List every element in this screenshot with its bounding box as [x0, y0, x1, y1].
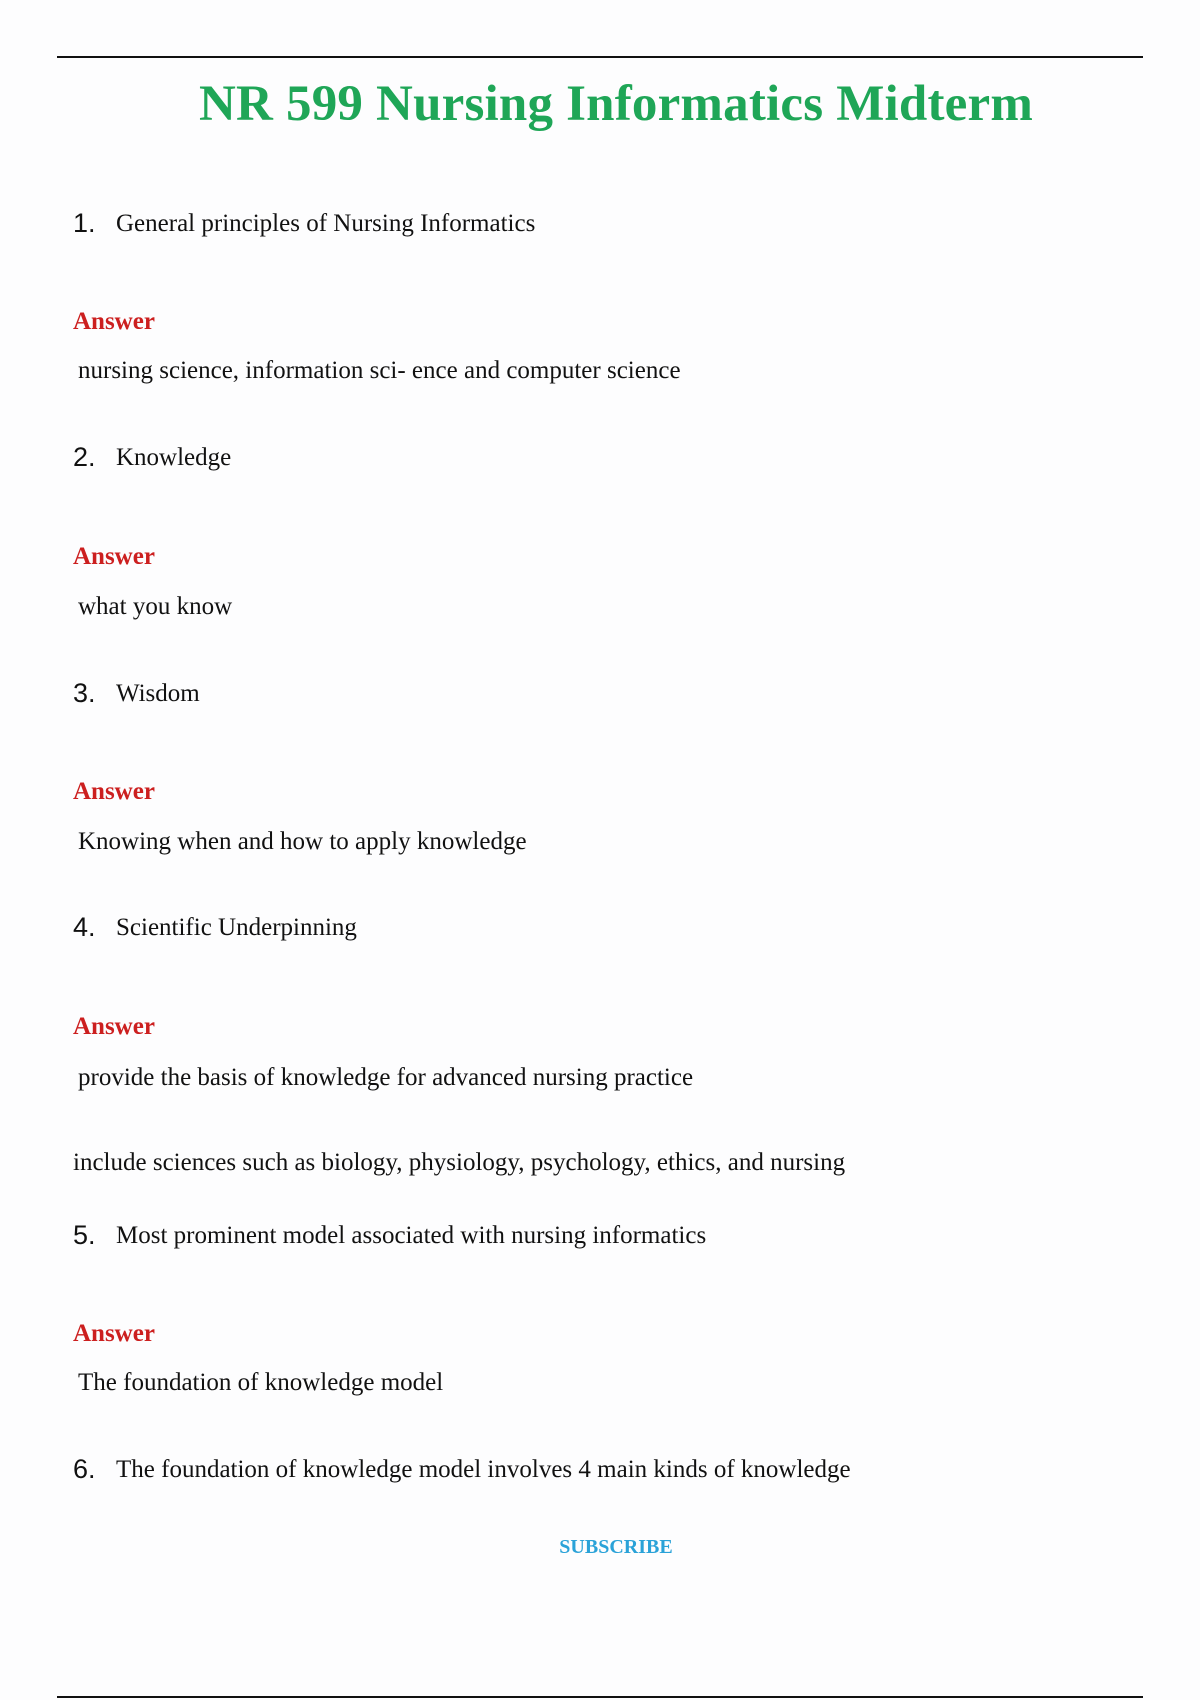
subscribe-link[interactable]: SUBSCRIBE: [559, 1536, 673, 1558]
answer-extra-text: include sciences such as biology, physiology, psychology, ethics, and nursing: [73, 1149, 846, 1176]
answer-text: nursing science, information sci- ence and computer science: [78, 357, 681, 384]
question-text: General principles of Nursing Informatics: [116, 210, 536, 237]
top-rule: [57, 56, 1143, 58]
answer-label: Answer: [73, 308, 155, 335]
answer-label: Answer: [73, 778, 155, 805]
question-number: 4.: [73, 912, 96, 942]
answer-text: The foundation of knowledge model: [78, 1369, 444, 1396]
document-title: NR 599 Nursing Informatics Midterm: [198, 76, 1034, 132]
question-text: Scientific Underpinning: [116, 914, 357, 941]
question-number: 5.: [73, 1220, 96, 1250]
answer-text: what you know: [78, 593, 233, 620]
bottom-rule: [57, 1696, 1143, 1698]
question-number: 3.: [73, 678, 96, 708]
question-text: Wisdom: [116, 680, 200, 707]
answer-label: Answer: [73, 1320, 155, 1347]
answer-label: Answer: [73, 1013, 155, 1040]
question-text: Knowledge: [116, 444, 232, 471]
answer-label: Answer: [73, 543, 155, 570]
answer-text: Knowing when and how to apply knowledge: [78, 828, 527, 855]
question-text: Most prominent model associated with nursing informatics: [116, 1222, 707, 1249]
question-number: 2.: [73, 442, 96, 472]
answer-text: provide the basis of knowledge for advanced nursing practice: [78, 1064, 694, 1091]
question-number: 1.: [73, 208, 96, 238]
question-text: The foundation of knowledge model involves 4 main kinds of knowledge: [116, 1456, 851, 1483]
question-number: 6.: [73, 1454, 96, 1484]
